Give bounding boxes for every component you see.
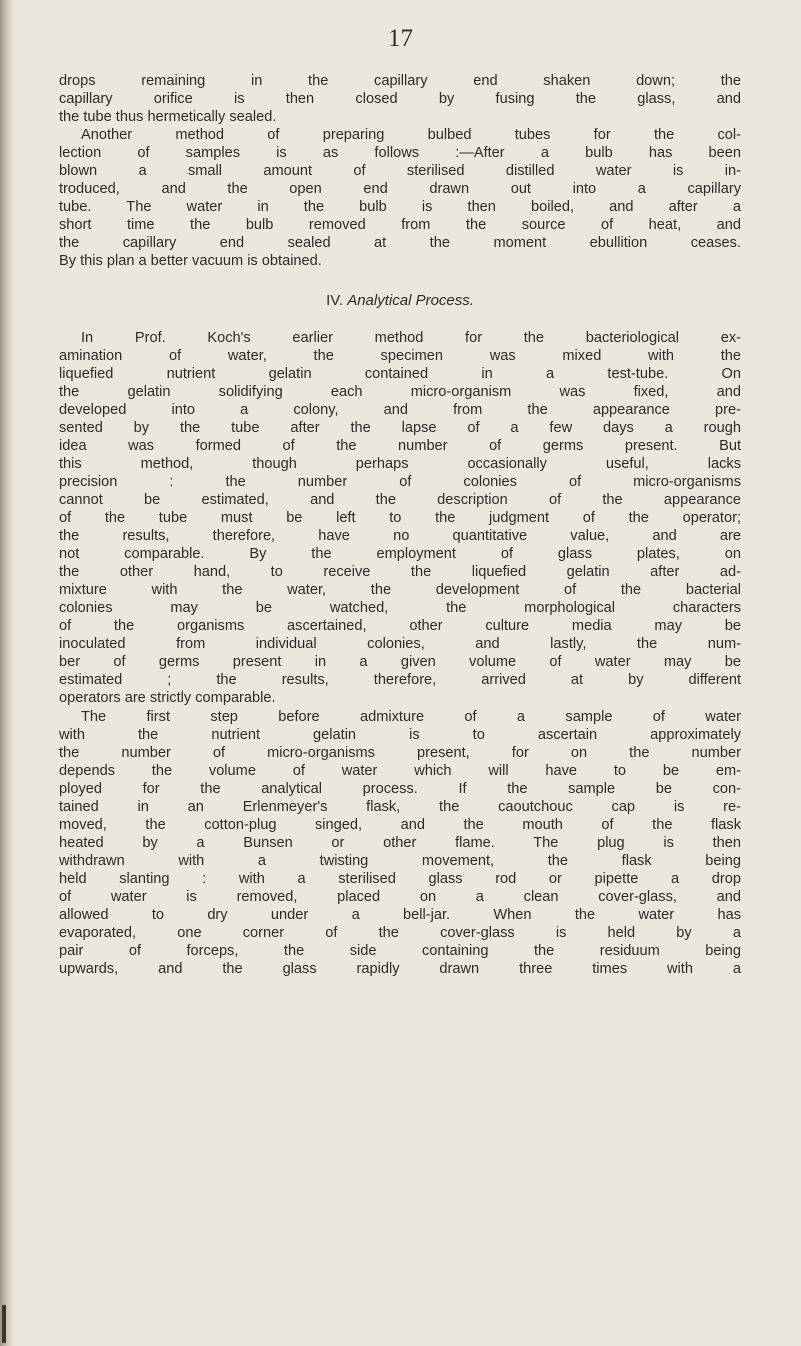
text-line: operators are strictly comparable.	[59, 690, 276, 707]
text-line: In Prof. Koch's earlier method for the bacteriological ex-	[81, 329, 741, 346]
text-line: short time the bulb removed from the source of heat, and	[59, 217, 741, 234]
text-line: held slanting : with a sterilised glass rod or pipette a drop	[59, 870, 741, 887]
text-line: sented by the tube after the lapse of a few days a rough	[59, 419, 741, 436]
section-numeral: IV.	[326, 291, 344, 309]
text-line: amination of water, the specimen was mixed with the	[59, 347, 741, 364]
section-heading	[59, 292, 741, 310]
text-line: liquefied nutrient gelatin contained in a test-tube. On	[59, 365, 741, 382]
binding-mark	[2, 1305, 6, 1343]
text-line: allowed to dry under a bell-jar. When the water has	[59, 907, 741, 924]
text-line: blown a small amount of sterilised distilled water is in-	[59, 163, 741, 180]
paragraph-koch-method	[59, 329, 741, 708]
text-line: capillary orifice is then closed by fusing the glass, and	[59, 91, 741, 108]
text-line: depends the volume of water which will have to be em-	[59, 762, 741, 779]
text-line: lection of samples is as follows :—After a bulb has been	[59, 145, 741, 162]
text-line: upwards, and the glass rapidly drawn three times with a	[59, 961, 741, 978]
text-line: By this plan a better vacuum is obtained.	[59, 253, 322, 270]
page-gutter-shadow	[0, 0, 14, 1346]
text-line: ployed for the analytical process. If the sample be con-	[59, 780, 741, 797]
page-body	[59, 72, 741, 978]
text-line: ber of germs present in a given volume of water may be	[59, 654, 741, 671]
section-title: Analytical Process.	[347, 291, 474, 309]
text-line: troduced, and the open end drawn out into a capillary	[59, 181, 741, 198]
page-number: 17	[388, 25, 413, 52]
text-line: tained in an Erlenmeyer's flask, the caoutchouc cap is re-	[59, 798, 741, 815]
text-line: the gelatin solidifying each micro-organism was fixed, and	[59, 383, 741, 400]
text-line: cannot be estimated, and the description of the appearance	[59, 491, 741, 508]
text-line: tube. The water in the bulb is then boiled, and after a	[59, 199, 741, 216]
text-line: idea was formed of the number of germs present. But	[59, 437, 741, 454]
text-line: not comparable. By the employment of glass plates, on	[59, 546, 741, 563]
text-line: the results, therefore, have no quantitative value, and are	[59, 528, 741, 545]
text-line: the other hand, to receive the liquefied gelatin after ad-	[59, 564, 741, 581]
text-line: the capillary end sealed at the moment ebullition ceases.	[59, 235, 741, 252]
text-line: developed into a colony, and from the appearance pre-	[59, 401, 741, 418]
text-line: Another method of preparing bulbed tubes for the col-	[81, 127, 741, 144]
text-line: The first step before admixture of a sample of water	[81, 708, 741, 725]
text-line: heated by a Bunsen or other flame. The plug is then	[59, 834, 741, 851]
text-line: with the nutrient gelatin is to ascertain approximately	[59, 726, 741, 743]
text-line: mixture with the water, the development of the bacterial	[59, 582, 741, 599]
paragraph-first-step	[59, 708, 741, 979]
text-line: evaporated, one corner of the cover-glass is held by a	[59, 925, 741, 942]
paragraph-bulbed-tubes	[59, 126, 741, 270]
text-line: of the organisms ascertained, other culture media may be	[59, 618, 741, 635]
text-line: of water is removed, placed on a clean cover-glass, and	[59, 888, 741, 905]
text-line: precision : the number of colonies of micro-organisms	[59, 473, 741, 490]
text-line: drops remaining in the capillary end shaken down; the	[59, 73, 741, 89]
text-line: the tube thus hermetically sealed.	[59, 109, 277, 126]
text-line: moved, the cotton-plug singed, and the mouth of the flask	[59, 816, 741, 833]
text-line: the number of micro-organisms present, for on the number	[59, 744, 741, 761]
text-line: of the tube must be left to the judgment of the operator;	[59, 509, 741, 526]
text-line: pair of forceps, the side containing the residuum being	[59, 943, 741, 960]
text-line: inoculated from individual colonies, and lastly, the num-	[59, 636, 741, 653]
text-line: estimated ; the results, therefore, arrived at by different	[59, 672, 741, 689]
text-line: this method, though perhaps occasionally useful, lacks	[59, 455, 741, 472]
text-line: colonies may be watched, the morphological characters	[59, 600, 741, 617]
text-line: withdrawn with a twisting movement, the flask being	[59, 852, 741, 869]
paragraph-continuation	[59, 72, 741, 126]
